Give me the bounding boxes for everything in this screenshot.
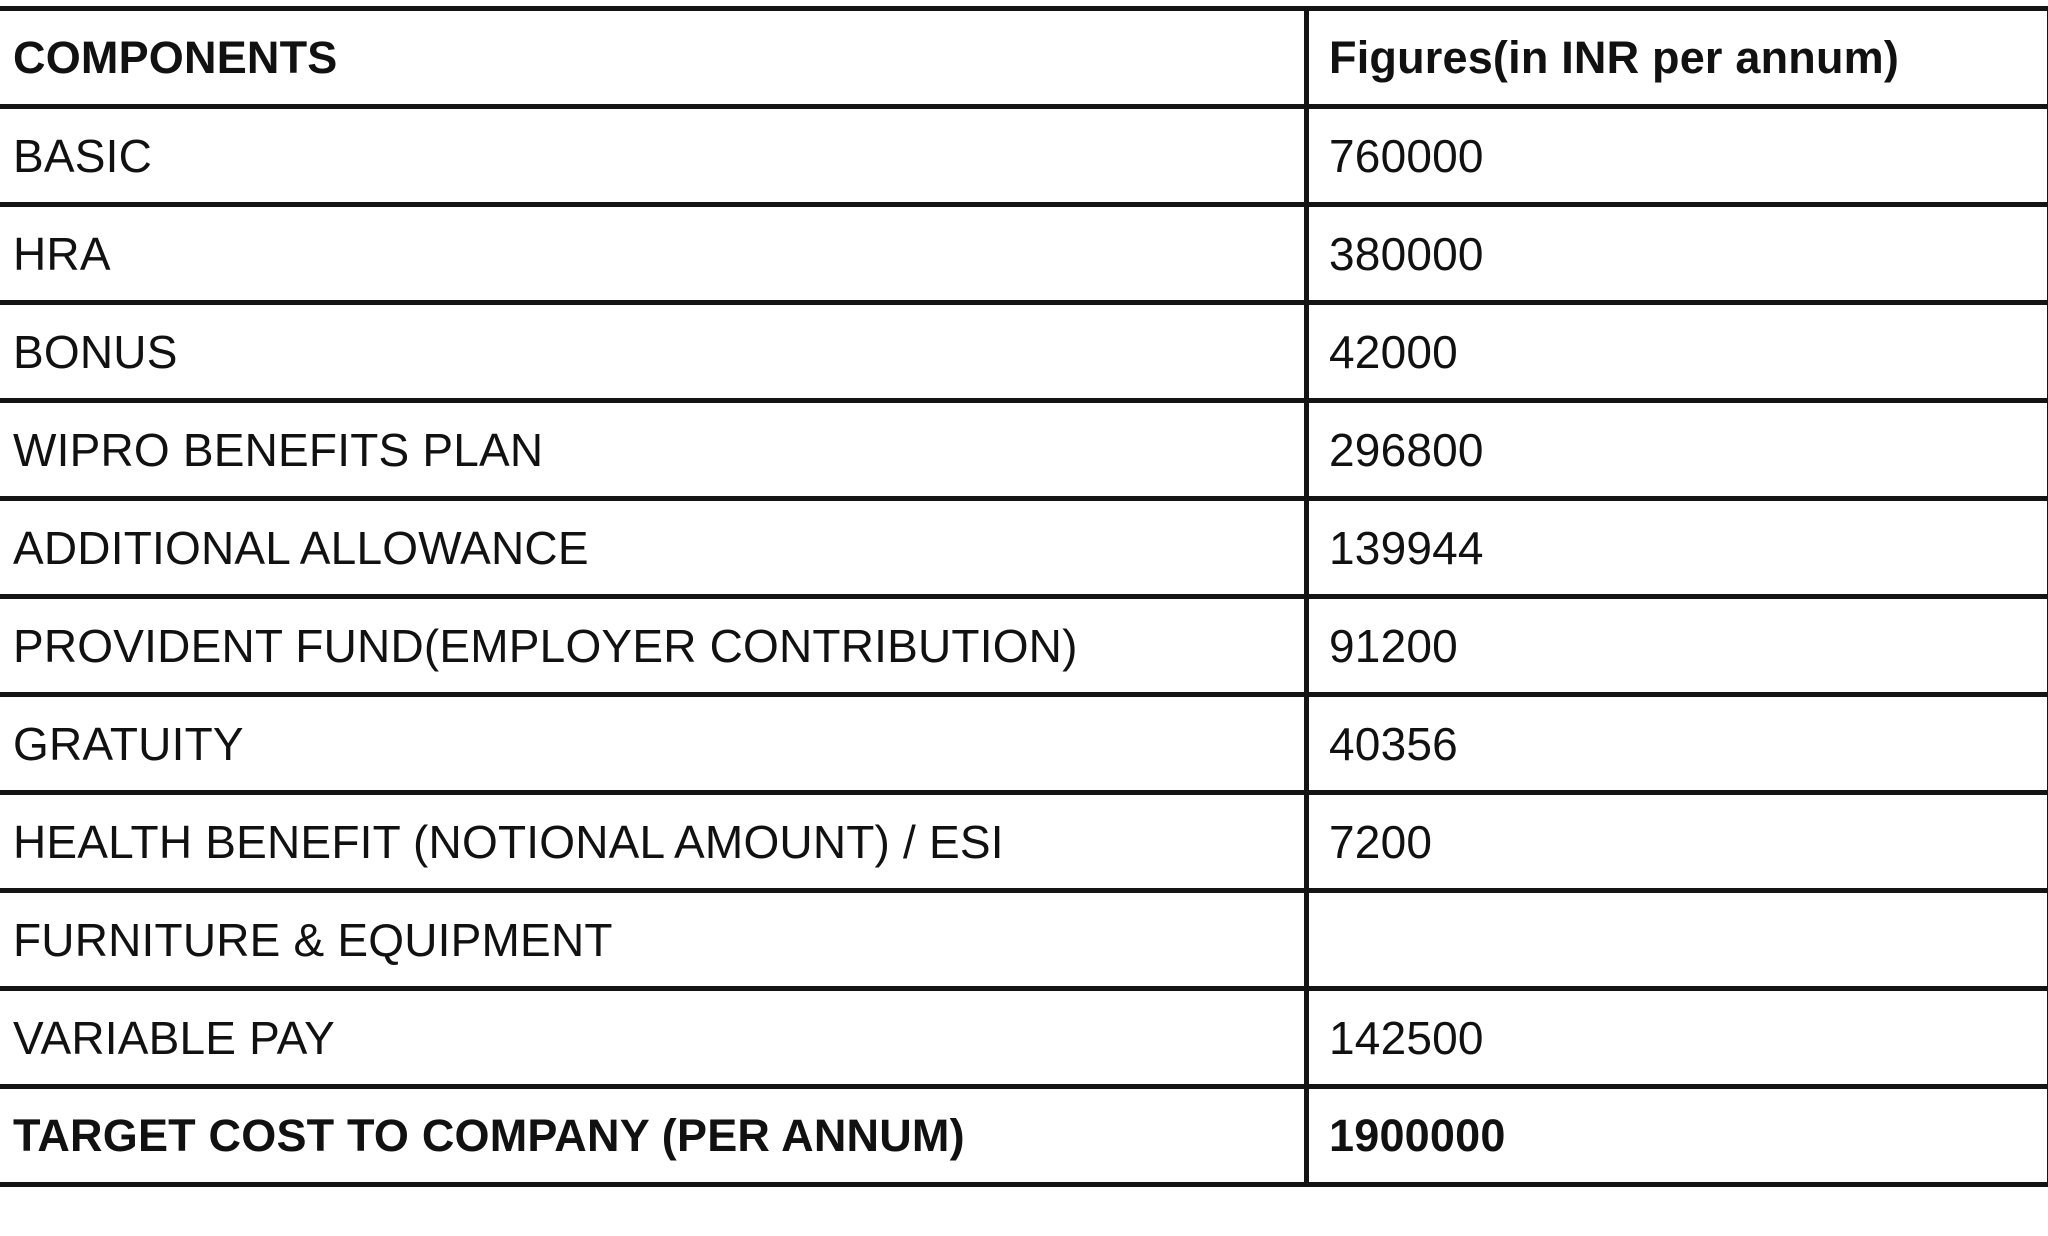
component-figure: 142500 — [1307, 989, 2048, 1087]
component-figure: 7200 — [1307, 793, 2048, 891]
component-figure: 42000 — [1307, 303, 2048, 401]
components-column-header: COMPONENTS — [0, 9, 1307, 107]
component-name: ADDITIONAL ALLOWANCE — [0, 499, 1307, 597]
component-name: HRA — [0, 205, 1307, 303]
component-name: GRATUITY — [0, 695, 1307, 793]
table-row — [0, 793, 2048, 891]
table-row — [0, 205, 2048, 303]
component-name: BONUS — [0, 303, 1307, 401]
table-header-row — [0, 9, 2048, 107]
salary-components-table — [0, 6, 2048, 1187]
figures-column-header: Figures(in INR per annum) — [1307, 9, 2048, 107]
component-figure: 296800 — [1307, 401, 2048, 499]
component-name: FURNITURE & EQUIPMENT — [0, 891, 1307, 989]
component-name: BASIC — [0, 107, 1307, 205]
component-figure: 91200 — [1307, 597, 2048, 695]
total-row — [0, 1087, 2048, 1185]
component-figure: 380000 — [1307, 205, 2048, 303]
component-figure: 40356 — [1307, 695, 2048, 793]
component-figure: 760000 — [1307, 107, 2048, 205]
component-name: VARIABLE PAY — [0, 989, 1307, 1087]
table-row — [0, 597, 2048, 695]
total-figure: 1900000 — [1307, 1087, 2048, 1185]
component-name: PROVIDENT FUND(EMPLOYER CONTRIBUTION) — [0, 597, 1307, 695]
component-figure — [1307, 891, 2048, 989]
component-name: WIPRO BENEFITS PLAN — [0, 401, 1307, 499]
table-row — [0, 499, 2048, 597]
component-figure: 139944 — [1307, 499, 2048, 597]
table-row — [0, 303, 2048, 401]
table-row — [0, 695, 2048, 793]
component-name: HEALTH BENEFIT (NOTIONAL AMOUNT) / ESI — [0, 793, 1307, 891]
table-row — [0, 989, 2048, 1087]
table-row — [0, 891, 2048, 989]
table-row — [0, 401, 2048, 499]
table-row — [0, 107, 2048, 205]
total-label: TARGET COST TO COMPANY (PER ANNUM) — [0, 1087, 1307, 1185]
